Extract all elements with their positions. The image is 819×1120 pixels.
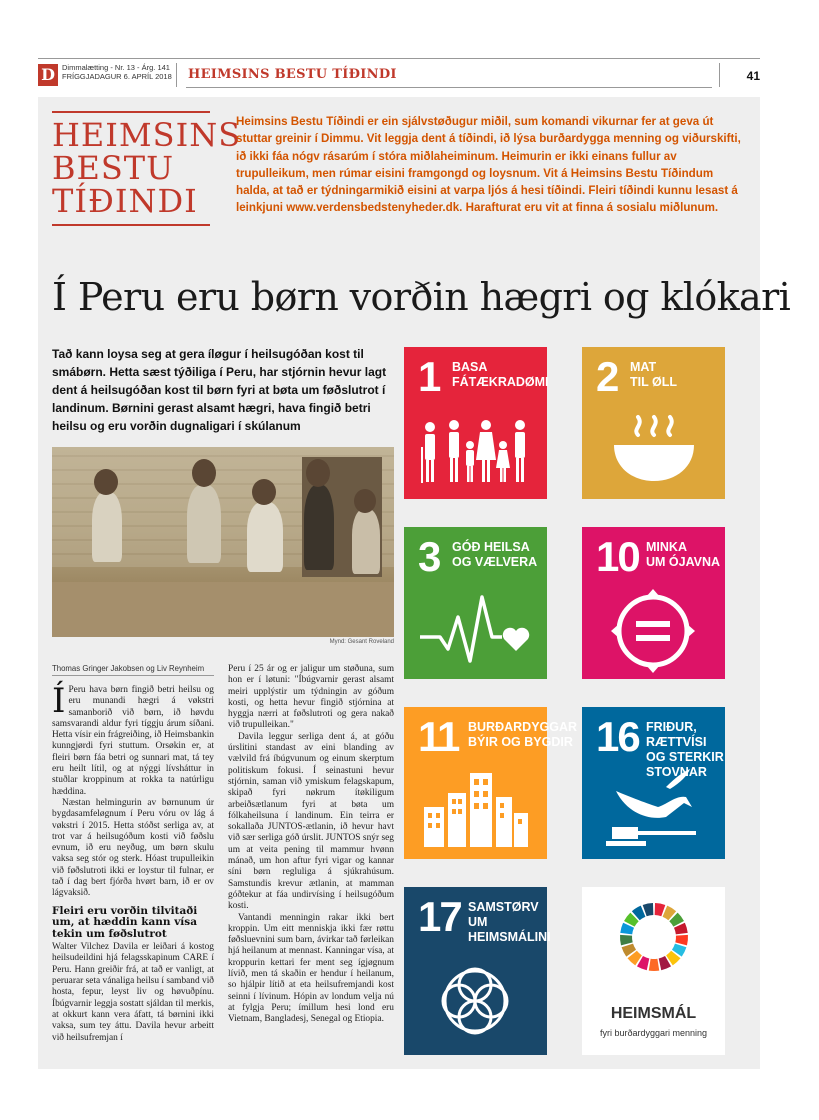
header-divider <box>176 63 177 87</box>
sdg-number: 16 <box>596 713 639 760</box>
sdg-label: SAMSTØRV UM HEIMSMÁLINI <box>468 900 551 944</box>
paragraph: Næstan helmingurin av børnunum úr bygdasamfeløgnum í Peru vóru ov lág á vøkstri í 2015. Hetta stóðst serliga av, at trot var á heilsugóðum kosti við føðslu evnum, ið eru neyðug, um børn skulu vaksa seg stór og sterk. Hóast trupulleikin við føðslutroti ikki er loystur til fulnar, er tað í dag bert fjórða hvørt barn, ið er ov lágvaksið. <box>52 797 214 899</box>
photo-credit: Mynd: Gesant Roveland <box>329 639 394 645</box>
sdg-tile-2 <box>582 347 725 499</box>
sdg-tile-10 <box>582 527 725 679</box>
article-headline: Í Peru eru børn vorðin hægri og klókari <box>52 275 791 319</box>
photo-child <box>92 492 122 562</box>
logo-subtitle: fyri burðardyggari menning <box>599 1028 708 1038</box>
sdg-number: 17 <box>418 893 461 940</box>
equality-icon <box>596 587 711 669</box>
photo-child-head <box>306 459 330 487</box>
sdg-number: 11 <box>418 713 459 760</box>
article-column-2 <box>228 664 394 1026</box>
sdg-number: 3 <box>418 533 440 580</box>
header-divider-right <box>719 63 720 87</box>
section-title: HEIMSINS BESTU TÍÐINDI <box>188 67 397 82</box>
photo-child-head <box>192 459 216 487</box>
publication-date: FRÍGGJADAGUR 6. APRÍL 2018 <box>62 72 172 81</box>
photo-child <box>352 509 380 574</box>
page-number: 41 <box>746 69 760 83</box>
sdg-number: 10 <box>596 533 639 580</box>
brand-block <box>52 111 242 226</box>
intro-text: Heimsins Bestu Tíðindi er ein sjálvstøðugur miðil, sum komandi vikurnar fer at geva út stuttar greinir í Dimmu. Vit leggja dent á tíðindi, ið lýsa burðardygga menning og viðurskifti, ið ikki fáa nógv rásarúm í stóra miðlaheiminum. Heimurin er ikki einans fullur av trupulleikum, men rúmar eisini framgongd og loysnum. Vit á Heimsins Bestu Tíðindum halda, at tað er týdningarmikið eisini at varpa ljós á hesi tíðindi. Fleiri tíðindi kunnu lesast á leinkjuni www.verdensbedstenyheder.dk. Harafturat eru vit at finna á sosialu miðlunum. <box>236 115 741 215</box>
sdg-label: BASA FÁTÆKRADØMI <box>452 360 549 389</box>
article-lead: Tað kann loysa seg at gera íløgur í heilsugóðan kost til smábørn. Hetta sæst týðiliga í Peru, har stjórnin hevur lagt dent á heilsugóðan kost til børn fyri at bøta um føðslutrot í landinum. Børnini gerast alsamt hægri, hava fingið betri heilsu og eru vorðin dugnaligari í skúlanum <box>52 347 387 433</box>
city-icon <box>418 767 533 849</box>
photo-child <box>187 485 221 563</box>
sdg-tile-1 <box>404 347 547 499</box>
sdg-tile-11 <box>404 707 578 859</box>
photo-ground <box>52 582 394 637</box>
heimsmal-logo-tile <box>582 887 725 1055</box>
photo-child <box>247 502 283 572</box>
article-column-1 <box>52 681 214 1044</box>
sdg-tile-16 <box>582 707 725 859</box>
logo-name: HEIMSMÁL <box>610 1005 697 1022</box>
article-panel <box>38 97 791 1069</box>
section-rule <box>186 87 712 88</box>
heartbeat-icon <box>418 587 533 669</box>
dropcap: Í <box>52 681 66 721</box>
paragraph: Í Peru hava børn fingið betri heilsu og eru munandi hægri á vøkstri samanborið við børn, ið høvdu samsvarandi aldur fyri tíggju árum síðani. Hetta vísir ein frágreiðing, ið Heimsbankin kunngjørdi fyri stuttum. Orsøkin er, at fleiri børn fáa betri og sunnari mat, tá tey eru heilt lítil, og at nýggi lívsháttur in stuðlar kroppinum at rokka ta natúrligu hæddina. <box>52 681 214 797</box>
photo-child-head <box>94 469 118 495</box>
family-icon <box>418 407 533 489</box>
sdg-number: 1 <box>418 353 440 400</box>
paragraph: Walter Vilchez Davila er leiðari á kostog heilsudeildini hjá felagsskapinum CARE í Peru. Hann greiðir frá, at tað er vanligt, at peruarar seta vánaliga heilsu í samband við hosta, fepur, leyst liv og høvuðpínu. Íbúgvarnir leggja sostatt sjáldan til merkis, at okkurt kann vera áfatt, tá børnini ikki vaksa, sum tey áttu. Davila hevur arbeitt við heilsufremjan í <box>52 942 214 1043</box>
byline: Thomas Gringer Jakobsen og Liv Reynheim <box>52 664 214 676</box>
sdg-tile-17 <box>404 887 551 1055</box>
photo-child-head <box>252 479 276 505</box>
sdg-label: FRIÐUR, RÆTTVÍSI OG STERKIR STOVNAR <box>646 720 724 779</box>
photo-child-head <box>354 489 376 513</box>
article-photo <box>52 447 394 637</box>
paragraph: Vantandi menningin rakar ikki bert kroppin. Um eitt menniskja ikki fær røttu føðsluevnini sum barn, ávirkar tað førleikan hjá heilanum at mennast. Kanningar vísa, at kroppurin kettari fer ment seg ígjøgnum lívið, men tá skaðin er hendur í heilanum, so hjálpir lítið at eta heilsufremjandi kost seinni í lívinum. Hópin av londum velja nú at fylgja Peru; ímillum hesi lond eru Vietnam, Bangladesj, Senegal og Etiopia. <box>228 912 394 1025</box>
sdg-wheel-segment <box>675 935 688 945</box>
sdg-label: BURÐARDYGGAR BÝIR OG BYGDIR <box>468 720 578 749</box>
sdg-label: GÓÐ HEILSA OG VÆLVERA <box>452 540 538 569</box>
sdg-wheel-segment <box>649 959 659 971</box>
publication-meta <box>62 63 172 81</box>
sdg-wheel-segment <box>620 935 633 945</box>
sdg-wheel-icon <box>618 901 690 973</box>
sdg-label: MAT TIL ØLL <box>630 360 677 389</box>
sdg-label: MINKA UM ÓJAVNA <box>646 540 721 569</box>
newspaper-logo: D <box>38 64 58 86</box>
sdg-number: 2 <box>596 353 618 400</box>
sdg-tile-3 <box>404 527 547 679</box>
article-subhead: Fleiri eru vorðin tilvitaði um, at hæddin kann vísa tekin um føðslutrot <box>52 904 198 940</box>
dove-gavel-icon <box>596 767 711 849</box>
paragraph: Davila leggur serliga dent á, at góðu úrslitini standast av eini blanding av vælvild frá íbúgvunum og einum skerptum politiskum fokusi. Í seinastuni hevur stjórnin, saman við ymiskum felagskapum, skipað fyri nøkrum ítøkiligum arbeiðsætlanum fyri at bøta um fólkaheilsuna í landinum. Ein teirra er sokallaða JUNTOS-ætlanin, ið hevur havt við sær serliga góð úrslit. JUNTOS snýr seg um at veita pening til mammur hvønn mánað, um hon aftur fyri vigar og kannar síni børn regluliga á sjúkrahúsum. Samstundis krevur ætlanin, at mamman góðtekur at fáa undirvísing í heilsugóðum kosti. <box>228 731 394 912</box>
page-header <box>38 58 760 92</box>
paragraph: Peru í 25 ár og er jaligur um støðuna, sum hon er í løtuni: "Íbúgvarnir gerast alsamt meiri upplýstir um týdningin av góðum kosti, og hetta hevur fingið stjórnina at hyggja nærri at føðslutroti og gera nakað við trupulleikan." <box>228 664 394 731</box>
flower-rings-icon <box>418 957 533 1039</box>
brand-title: HEIMSINS BESTU TÍÐINDI <box>52 116 242 220</box>
photo-child <box>304 485 334 570</box>
bowl-icon <box>596 407 711 489</box>
publication-issue: Dimmalætting - Nr. 13 - Árg. 141 <box>62 63 170 72</box>
brand-rule-bottom <box>52 224 210 226</box>
